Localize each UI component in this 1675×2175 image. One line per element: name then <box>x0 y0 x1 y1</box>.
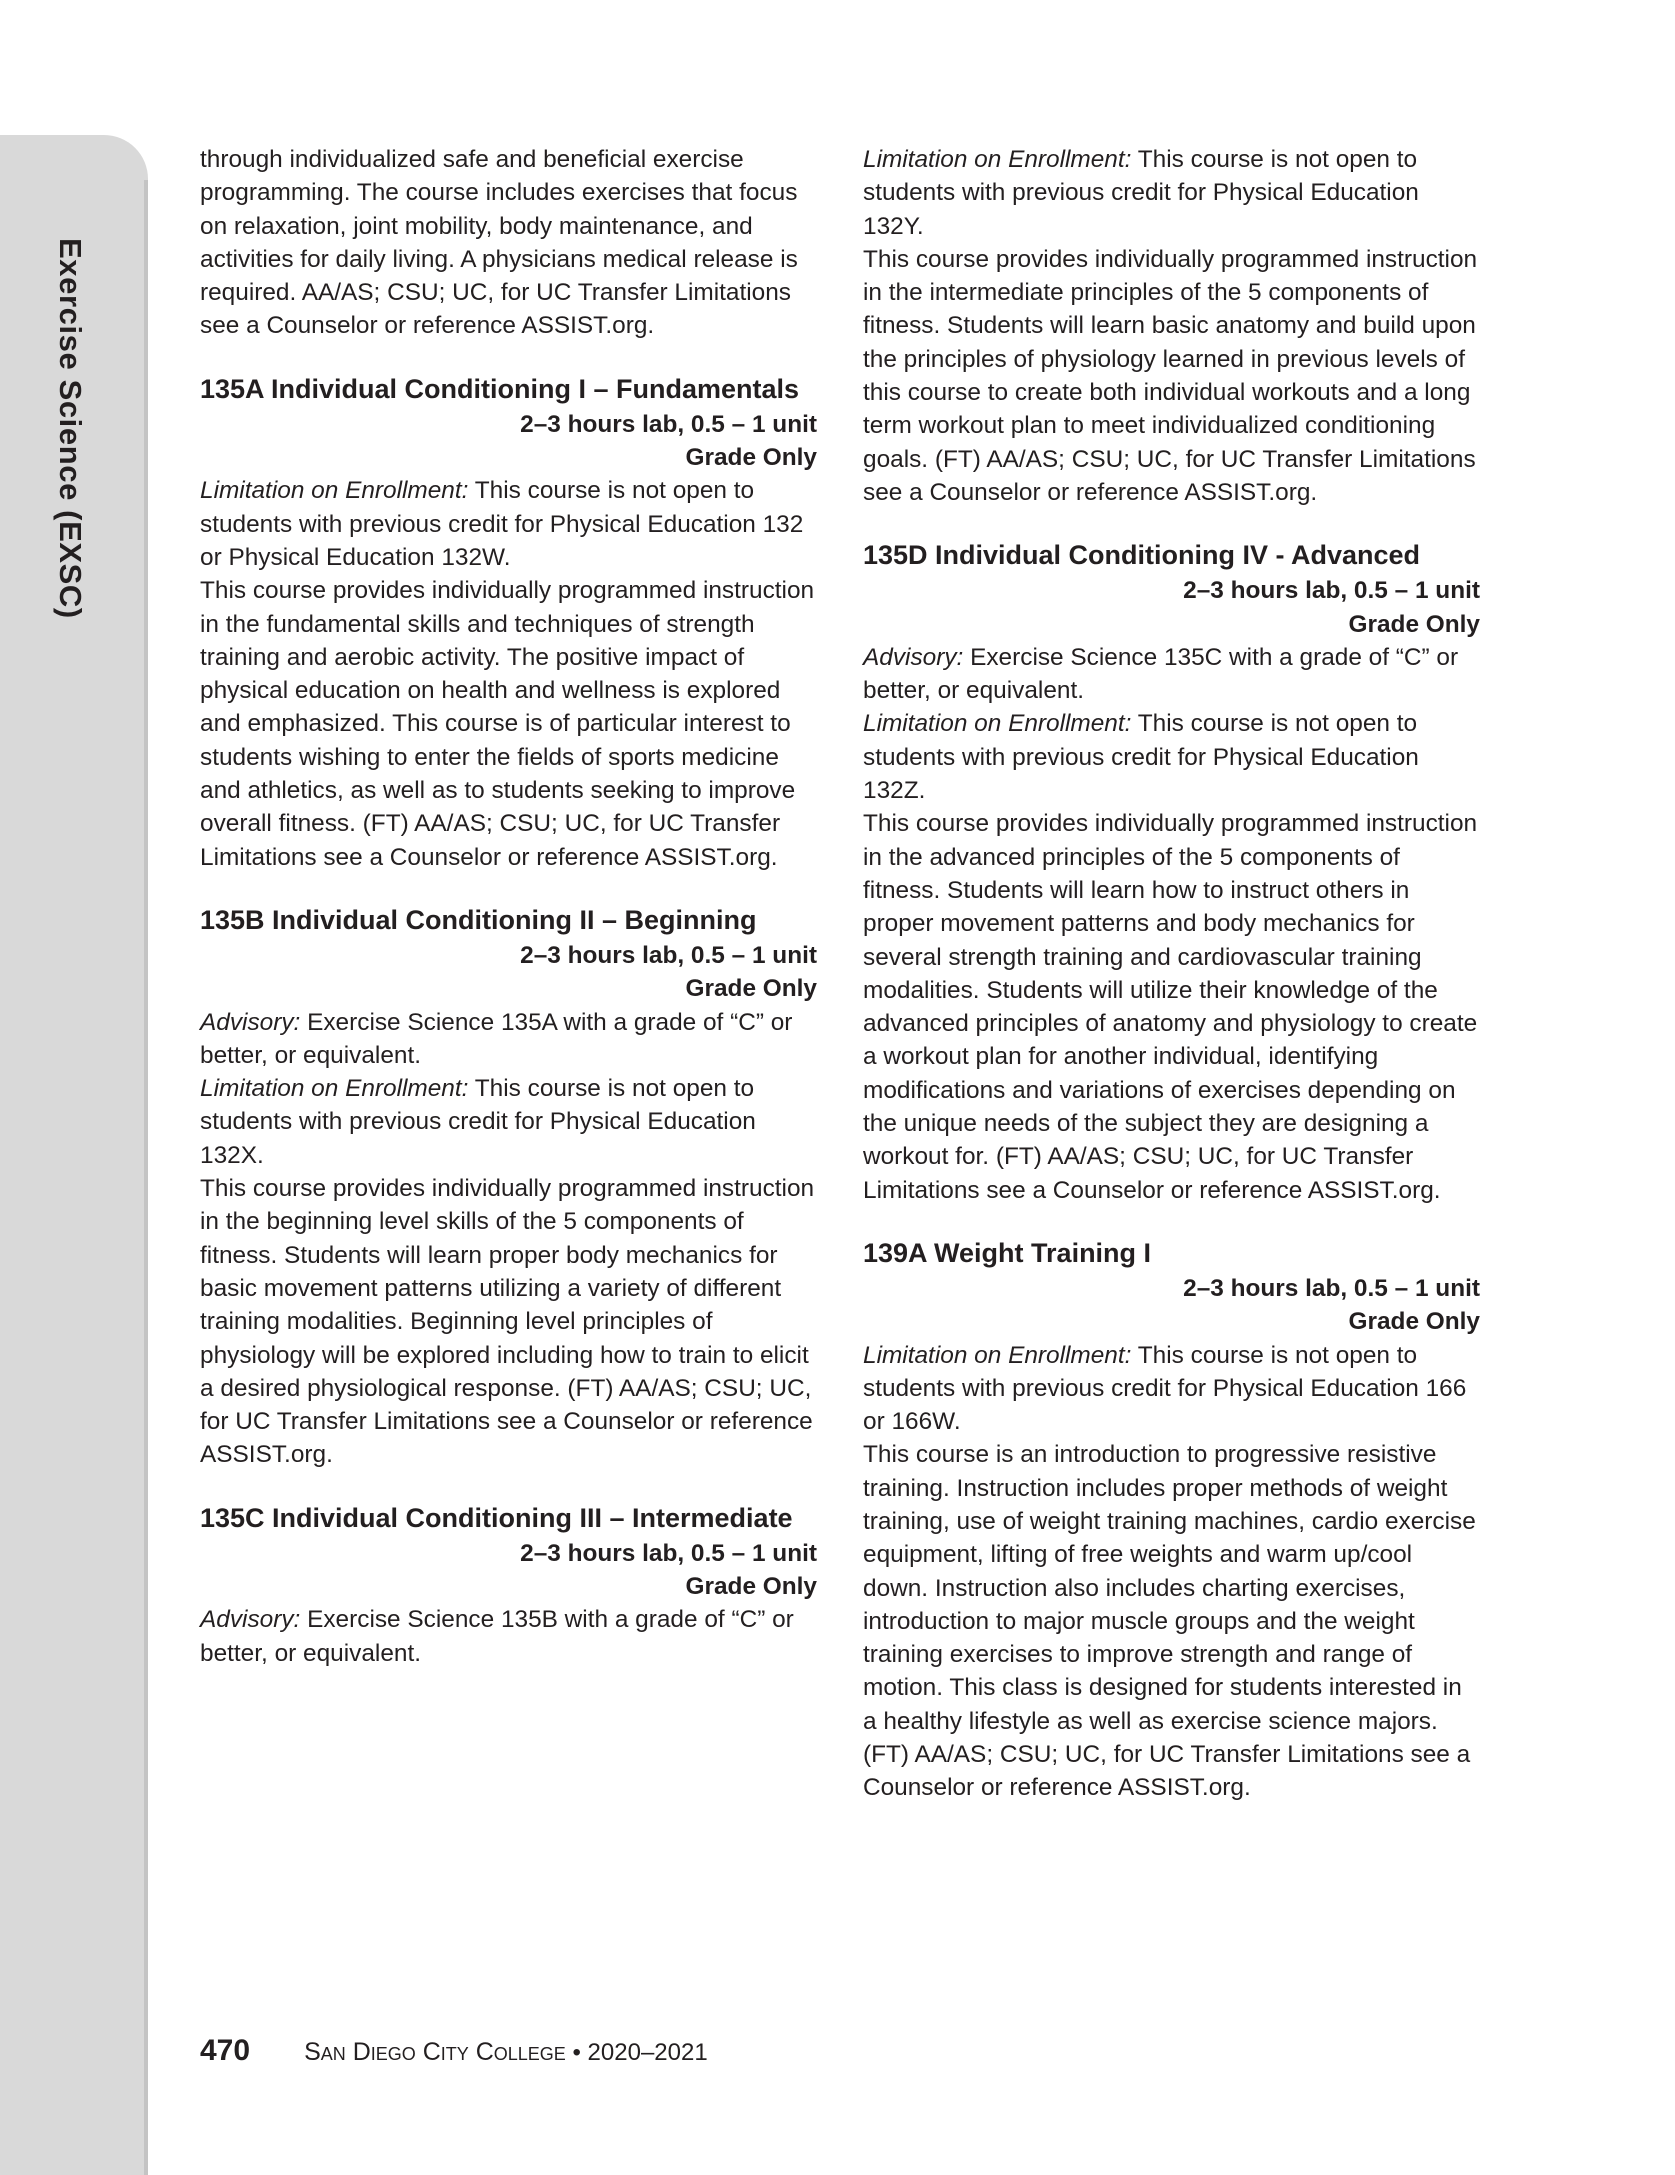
footer-separator: • <box>572 2039 581 2066</box>
limitation-label: Limitation on Enrollment: <box>863 146 1132 173</box>
course-hours: 2–3 hours lab, 0.5 – 1 unit <box>520 1539 817 1567</box>
right-column <box>863 143 1480 1805</box>
limitation-text: This course is not open to students with previous credit for Physical Education 132Z. <box>863 710 1419 805</box>
course-grade: Grade Only <box>685 1572 817 1600</box>
course-title: 135A Individual Conditioning I – Fundamentals <box>200 373 800 404</box>
course-grade: Grade Only <box>1348 610 1480 638</box>
course-description: This course provides individually programmed instruction in the intermediate principles of the 5 components of fitness. Students will learn basic anatomy and build upon the principles of physiology learned in previous levels of this course to create both individual workouts and a long term workout plan to meet individualized conditioning goals. (FT) AA/AS; CSU; UC, for UC Transfer Limitations see a Counselor or reference ASSIST.org. <box>863 245 1478 506</box>
course-135a <box>200 371 817 874</box>
course-135b <box>200 902 817 1472</box>
course-hours: 2–3 hours lab, 0.5 – 1 unit <box>1183 577 1480 605</box>
limitation <box>863 1339 1480 1439</box>
course-title: 135C Individual Conditioning III – Intermediate <box>200 1502 793 1533</box>
section-label: Exercise Science (EXSC) <box>53 238 88 619</box>
limitation <box>863 707 1480 807</box>
limitation-label: Limitation on Enrollment: <box>200 477 469 505</box>
course-title: 135B Individual Conditioning II – Beginning <box>200 904 757 935</box>
course-title: 135D Individual Conditioning IV - Advanced <box>863 540 1421 571</box>
limitation-label: Limitation on Enrollment: <box>863 1341 1132 1369</box>
course-title: 139A Weight Training I <box>863 1237 1152 1268</box>
page-number: 470 <box>200 2034 251 2067</box>
course-135c <box>200 1500 817 1670</box>
course-hours: 2–3 hours lab, 0.5 – 1 unit <box>520 410 817 438</box>
limitation <box>200 474 817 574</box>
left-column <box>200 143 817 1670</box>
course-hours: 2–3 hours lab, 0.5 – 1 unit <box>520 941 817 969</box>
limitation-text: This course is not open to students with previous credit for Physical Education 132 or Physical Education 132W. <box>200 477 804 571</box>
page-footer <box>200 2033 708 2071</box>
course-description: This course provides individually programmed instruction in the fundamental skills and techniques of strength training and aerobic activity. The positive impact of physical education on health and wellness is explored and emphasized. This course is of particular interest to students wishing to enter the fields of sports medicine and athletics, as well as to students seeking to improve overall fitness. (FT) AA/AS; CSU; UC, for UC Transfer Limitations see a Counselor or reference ASSIST.org. <box>200 577 815 871</box>
course-description: This course provides individually programmed instruction in the advanced principles of the 5 components of fitness. Students will learn how to instruct others in proper movement patterns and body mechanics for several strength training and cardiovascular training modalities. Students will utilize their knowledge of the advanced principles of anatomy and physiology to create a workout plan for another individual, identifying modifications and variations of exercises depending on the unique needs of the subject they are designing a workout for. (FT) AA/AS; CSU; UC, for UC Transfer Limitations see a Counselor or reference ASSIST.org. <box>863 810 1478 1204</box>
intro-paragraph: through individualized safe and beneficial exercise programming. The course includes exercises that focus on relaxation, joint mobility, body maintenance, and activities for daily living. A physicians medical release is required. AA/AS; CSU; UC, for UC Transfer Limitations see a Counselor or reference ASSIST.org. <box>200 146 798 340</box>
limitation-text: This course is not open to students with previous credit for Physical Education 132Y. <box>863 146 1419 240</box>
course-description: This course is an introduction to progressive resistive training. Instruction includes proper methods of weight training, use of weight training machines, cardio exercise equipment, lifting of free weights and warm up/cool down. Instruction also includes charting exercises, introduction to major muscle groups and the weight training exercises to improve strength and range of motion. This class is designed for students interested in a healthy lifestyle as well as exercise science majors. (FT) AA/AS; CSU; UC, for UC Transfer Limitations see a Counselor or reference ASSIST.org. <box>863 1441 1476 1802</box>
advisory-text: Exercise Science 135B with a grade of “C” or better, or equivalent. <box>200 1606 794 1667</box>
advisory-text: Exercise Science 135C with a grade of “C” or better, or equivalent. <box>863 643 1459 705</box>
limitation-label: Limitation on Enrollment: <box>200 1075 469 1103</box>
advisory <box>200 1603 817 1670</box>
advisory <box>863 641 1480 708</box>
advisory-label: Advisory: <box>863 643 964 671</box>
course-description: This course provides individually programmed instruction in the beginning level skills of the 5 components of fitness. Students will learn proper body mechanics for basic movement patterns utilizing a variety of different training modalities. Beginning level principles of physiology will be explored including how to train to elicit a desired physiological response. (FT) AA/AS; CSU; UC, for UC Transfer Limitations see a Counselor or reference ASSIST.org. <box>200 1175 815 1469</box>
advisory-text: Exercise Science 135A with a grade of “C” or better, or equivalent. <box>200 1008 793 1069</box>
limitation-text: This course is not open to students with previous credit for Physical Education 132X. <box>200 1075 756 1169</box>
advisory-label: Advisory: <box>200 1008 301 1036</box>
limitation <box>863 143 1480 243</box>
course-139a <box>863 1235 1480 1805</box>
college-name: San Diego City College <box>304 2038 566 2066</box>
course-grade: Grade Only <box>685 975 817 1003</box>
course-grade: Grade Only <box>1348 1308 1480 1336</box>
catalog-year: 2020–2021 <box>587 2039 708 2066</box>
limitation-text: This course is not open to students with previous credit for Physical Education 166 or 166W. <box>863 1341 1467 1436</box>
advisory <box>200 1006 817 1073</box>
course-135d <box>863 537 1480 1207</box>
side-tab-edge <box>144 180 148 2175</box>
advisory-label: Advisory: <box>200 1606 301 1634</box>
limitation <box>200 1072 817 1172</box>
course-135c-continued <box>863 143 1480 509</box>
course-grade: Grade Only <box>685 444 817 472</box>
limitation-label: Limitation on Enrollment: <box>863 710 1132 738</box>
course-hours: 2–3 hours lab, 0.5 – 1 unit <box>1183 1274 1480 1302</box>
